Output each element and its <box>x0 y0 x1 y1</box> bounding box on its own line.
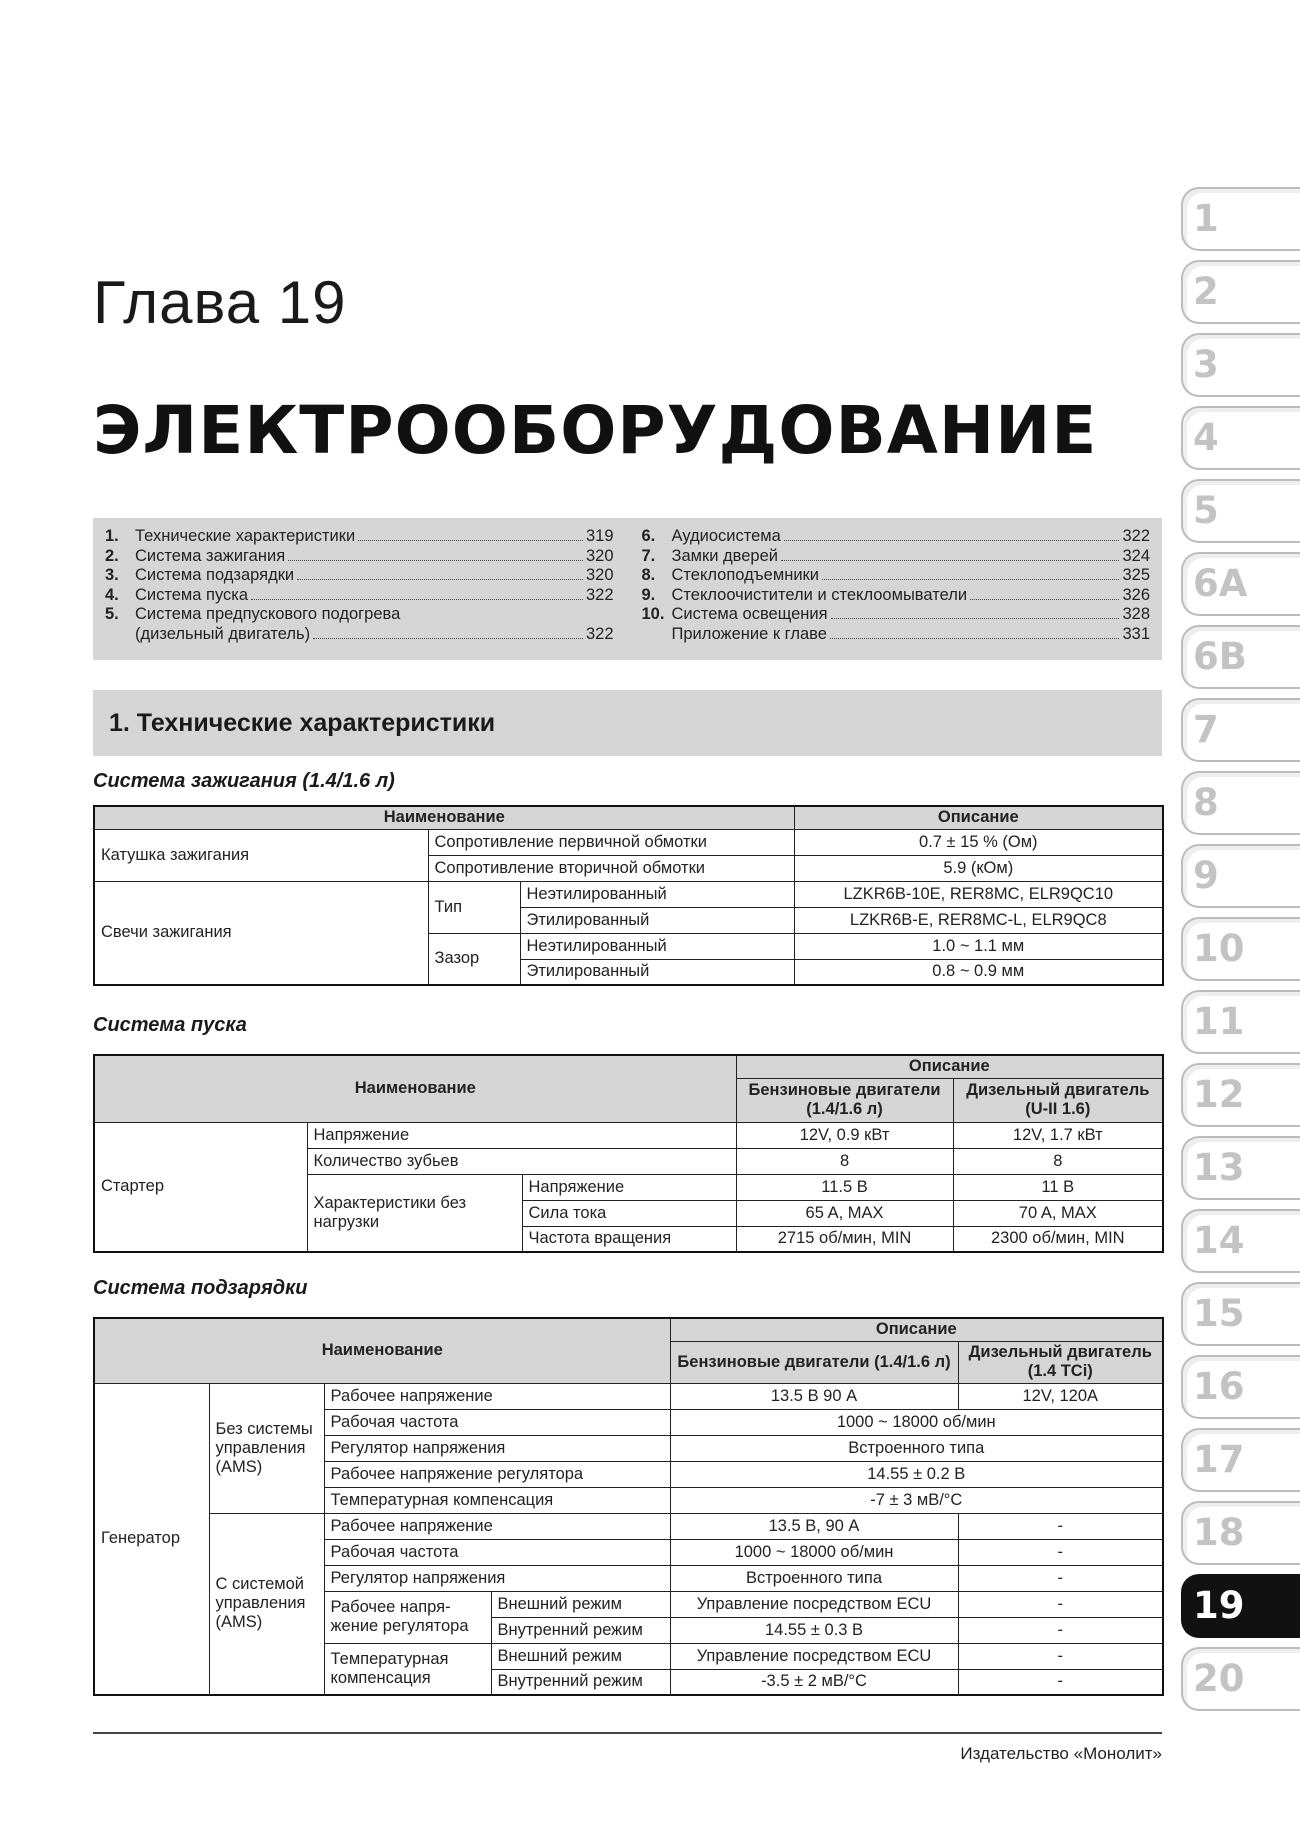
table-cell: 0.7 ± 15 % (Ом) <box>794 829 1163 855</box>
table-cell: 11 В <box>953 1174 1163 1200</box>
chapter-tab-8[interactable]: 8 <box>1181 771 1300 835</box>
chapter-tab-16[interactable]: 16 <box>1181 1355 1300 1419</box>
table-cell: 13.5 В 90 А <box>670 1383 958 1409</box>
toc-item-title: Система освещения <box>671 605 828 623</box>
table-cell: Неэтилированный <box>520 881 794 907</box>
table-cell: LZKR6B-E, RER8MC-L, ELR9QC8 <box>794 907 1163 933</box>
chapter-tabs <box>1181 187 1300 1720</box>
toc-leader-dots <box>784 540 1120 541</box>
chapter-label: Глава 19 <box>93 269 347 336</box>
toc-item-page: 325 <box>1122 566 1150 584</box>
starting-title: Система пуска <box>93 1014 247 1036</box>
section-header: 1. Технические характеристики <box>93 690 1162 756</box>
table-cell: Рабочее напряжение <box>324 1383 670 1409</box>
toc-leader-dots <box>251 599 583 600</box>
table-cell: Управление посредством ECU <box>670 1591 958 1617</box>
toc-leader-dots <box>358 540 583 541</box>
toc-item-number: 5. <box>105 605 119 623</box>
table-cell: Внутренний режим <box>491 1617 670 1643</box>
toc-left-column <box>105 527 614 660</box>
table-cell: 14.55 ± 0.3 В <box>670 1617 958 1643</box>
toc-item <box>105 586 614 606</box>
table-cell: - <box>958 1539 1163 1565</box>
temp-comp-label: Температурная компенсация <box>324 1643 491 1695</box>
toc-item <box>642 605 1151 625</box>
header-name: Наименование <box>94 1055 736 1122</box>
table-cell: Количество зубьев <box>307 1148 736 1174</box>
chapter-tab-7[interactable]: 7 <box>1181 698 1300 762</box>
table-cell: - <box>958 1513 1163 1539</box>
chapter-tab-18[interactable]: 18 <box>1181 1501 1300 1565</box>
chapter-tab-1[interactable]: 1 <box>1181 187 1300 251</box>
toc-item-title: Система зажигания <box>135 546 286 565</box>
table-cell: LZKR6B-10E, RER8MC, ELR9QC10 <box>794 881 1163 907</box>
toc-item <box>642 566 1151 586</box>
table-cell: Сопротивление вторичной обмотки <box>428 855 794 881</box>
table-cell: Частота вращения <box>522 1226 736 1252</box>
coil-label: Катушка зажигания <box>94 829 428 881</box>
toc-item-page: 322 <box>585 585 614 604</box>
table-cell: 8 <box>953 1148 1163 1174</box>
table-cell: - <box>958 1643 1163 1669</box>
toc-item-number: 6. <box>641 527 656 545</box>
table-cell: 2715 об/мин, MIN <box>736 1226 953 1252</box>
toc-item-title: Замки дверей <box>671 546 778 565</box>
table-of-contents <box>93 518 1162 660</box>
table-cell: Зазор <box>428 933 520 985</box>
table-cell: Рабочее напряжение <box>324 1513 670 1539</box>
table-cell: 14.55 ± 0.2 В <box>670 1461 1163 1487</box>
no-ams-label: Без системы управления (AMS) <box>209 1383 324 1513</box>
header-desc: Описание <box>670 1318 1163 1341</box>
chapter-tab-10[interactable]: 10 <box>1181 917 1300 981</box>
toc-leader-dots <box>313 638 583 639</box>
toc-item <box>105 605 614 625</box>
chapter-tab-5[interactable]: 5 <box>1181 479 1300 543</box>
toc-leader-dots <box>781 560 1120 561</box>
table-cell: Температурная компенсация <box>324 1487 670 1513</box>
table-cell: 1000 ~ 18000 об/мин <box>670 1539 958 1565</box>
table-cell: 12V, 0.9 кВт <box>736 1122 953 1148</box>
table-cell: Управление посредством ECU <box>670 1643 958 1669</box>
toc-item-number: 9. <box>641 585 656 604</box>
header-diesel: Дизельный двигатель (1.4 TCi) <box>958 1341 1163 1383</box>
table-cell: Регулятор напряжения <box>324 1565 670 1591</box>
table-cell: Рабочее напряжение регулятора <box>324 1461 670 1487</box>
toc-item-page: 320 <box>585 566 614 584</box>
header-desc: Описание <box>794 806 1163 829</box>
toc-item-title: (дизельный двигатель) <box>135 624 311 643</box>
toc-item <box>105 625 614 645</box>
table-cell: 1.0 ~ 1.1 мм <box>794 933 1163 959</box>
toc-item-page: 326 <box>1122 585 1150 604</box>
header-diesel: Дизельный двигатель (U-II 1.6) <box>953 1078 1163 1122</box>
plugs-label: Свечи зажигания <box>94 881 428 985</box>
table-cell: Напряжение <box>307 1122 736 1148</box>
table-cell: Сопротивление первичной обмотки <box>428 829 794 855</box>
table-cell: -7 ± 3 мВ/°С <box>670 1487 1163 1513</box>
publisher: Издательство «Монолит» <box>960 1744 1162 1763</box>
chapter-tab-13[interactable]: 13 <box>1181 1136 1300 1200</box>
table-cell: Внешний режим <box>491 1591 670 1617</box>
generator-label: Генератор <box>94 1383 209 1695</box>
chapter-tab-15[interactable]: 15 <box>1181 1282 1300 1346</box>
chapter-tab-11[interactable]: 11 <box>1181 990 1300 1054</box>
table-cell: Неэтилированный <box>520 933 794 959</box>
chapter-tab-6a[interactable]: 6A <box>1181 552 1300 616</box>
with-ams-label: С системой управления (AMS) <box>209 1513 324 1695</box>
table-cell: 2300 об/мин, MIN <box>953 1226 1163 1252</box>
table-cell: 65 A, MAX <box>736 1200 953 1226</box>
table-cell: Этилированный <box>520 959 794 985</box>
table-cell: -3.5 ± 2 мВ/°С <box>670 1669 958 1695</box>
table-cell: Напряжение <box>522 1174 736 1200</box>
table-cell: - <box>958 1617 1163 1643</box>
toc-leader-dots <box>297 579 583 580</box>
toc-item-number: 7. <box>641 546 656 565</box>
toc-item <box>642 625 1151 645</box>
table-cell: 70 A, MAX <box>953 1200 1163 1226</box>
reg-voltage-label: Рабочее напря-жение регулятора <box>324 1591 491 1643</box>
ignition-table <box>93 805 1164 986</box>
toc-item-title: Аудиосистема <box>671 527 781 545</box>
table-cell: - <box>958 1669 1163 1695</box>
table-cell: - <box>958 1591 1163 1617</box>
table-cell: 11.5 В <box>736 1174 953 1200</box>
toc-item-title: Система подзарядки <box>135 566 295 584</box>
toc-item <box>642 527 1151 547</box>
header-petrol: Бензиновые двигатели (1.4/1.6 л) <box>736 1078 953 1122</box>
chapter-tab-19[interactable]: 19 <box>1181 1574 1300 1638</box>
footer-divider <box>93 1732 1162 1734</box>
chapter-title: ЭЛЕКТРООБОРУДОВАНИЕ <box>93 392 1098 469</box>
toc-leader-dots <box>970 599 1119 600</box>
toc-item <box>642 547 1151 567</box>
toc-item-title: Стеклоподъемники <box>671 566 819 584</box>
toc-item-title: Технические характеристики <box>135 527 356 545</box>
toc-item-page: 322 <box>1122 527 1150 545</box>
chapter-tab-12[interactable]: 12 <box>1181 1063 1300 1127</box>
header-desc: Описание <box>736 1055 1163 1078</box>
toc-item-number: 4. <box>105 585 119 604</box>
table-cell: Рабочая частота <box>324 1539 670 1565</box>
ignition-title: Система зажигания (1.4/1.6 л) <box>93 770 395 792</box>
toc-item-number: 2. <box>105 546 119 565</box>
noload-label: Характеристики без нагрузки <box>307 1174 522 1252</box>
toc-item-page: 328 <box>1122 605 1150 623</box>
table-cell: - <box>958 1565 1163 1591</box>
chapter-tab-14[interactable]: 14 <box>1181 1209 1300 1273</box>
toc-item-number: 3. <box>105 566 119 584</box>
toc-leader-dots <box>822 579 1120 580</box>
header-name: Наименование <box>94 806 794 829</box>
table-cell: Регулятор напряжения <box>324 1435 670 1461</box>
table-cell: Встроенного типа <box>670 1565 958 1591</box>
toc-item-title: Стеклоочистители и стеклоомыватели <box>671 585 968 604</box>
table-cell: Тип <box>428 881 520 933</box>
chapter-tab-6b[interactable]: 6B <box>1181 625 1300 689</box>
header-petrol: Бензиновые двигатели (1.4/1.6 л) <box>670 1341 958 1383</box>
toc-right-column <box>642 527 1151 660</box>
chapter-tab-4[interactable]: 4 <box>1181 406 1300 470</box>
table-cell: 13.5 В, 90 А <box>670 1513 958 1539</box>
table-cell: Сила тока <box>522 1200 736 1226</box>
chapter-tab-9[interactable]: 9 <box>1181 844 1300 908</box>
chapter-tab-2[interactable]: 2 <box>1181 260 1300 324</box>
starting-table <box>93 1054 1164 1253</box>
table-cell: 0.8 ~ 0.9 мм <box>794 959 1163 985</box>
table-cell: Внутренний режим <box>491 1669 670 1695</box>
table-cell: 8 <box>736 1148 953 1174</box>
table-cell: Внешний режим <box>491 1643 670 1669</box>
table-cell: Этилированный <box>520 907 794 933</box>
charging-table <box>93 1317 1164 1696</box>
table-cell: 1000 ~ 18000 об/мин <box>670 1409 1163 1435</box>
toc-item-page: 320 <box>585 546 614 565</box>
toc-item-page: 319 <box>585 527 614 545</box>
toc-item-title: Приложение к главе <box>671 624 827 643</box>
toc-item-page: 324 <box>1122 546 1150 565</box>
toc-item-page: 322 <box>585 624 614 643</box>
table-cell: Встроенного типа <box>670 1435 1163 1461</box>
toc-item <box>105 547 614 567</box>
toc-item <box>105 527 614 547</box>
header-name: Наименование <box>94 1318 670 1383</box>
toc-leader-dots <box>288 560 583 561</box>
toc-item-title: Система пуска <box>135 585 249 604</box>
toc-item-title: Система предпускового подогрева <box>135 605 401 623</box>
table-cell: 12V, 120A <box>958 1383 1163 1409</box>
toc-item-number: 1. <box>105 527 119 545</box>
toc-item-number: 10. <box>641 605 665 623</box>
toc-item <box>642 586 1151 606</box>
chapter-tab-20[interactable]: 20 <box>1181 1647 1300 1711</box>
table-cell: 12V, 1.7 кВт <box>953 1122 1163 1148</box>
chapter-tab-17[interactable]: 17 <box>1181 1428 1300 1492</box>
toc-item-number: 8. <box>641 566 656 584</box>
toc-leader-dots <box>830 638 1120 639</box>
table-cell: 5.9 (кОм) <box>794 855 1163 881</box>
toc-item-page: 331 <box>1122 624 1150 643</box>
toc-item <box>105 566 614 586</box>
toc-leader-dots <box>831 618 1120 619</box>
charging-title: Система подзарядки <box>93 1277 308 1299</box>
starter-label: Стартер <box>94 1122 307 1252</box>
chapter-tab-3[interactable]: 3 <box>1181 333 1300 397</box>
table-cell: Рабочая частота <box>324 1409 670 1435</box>
